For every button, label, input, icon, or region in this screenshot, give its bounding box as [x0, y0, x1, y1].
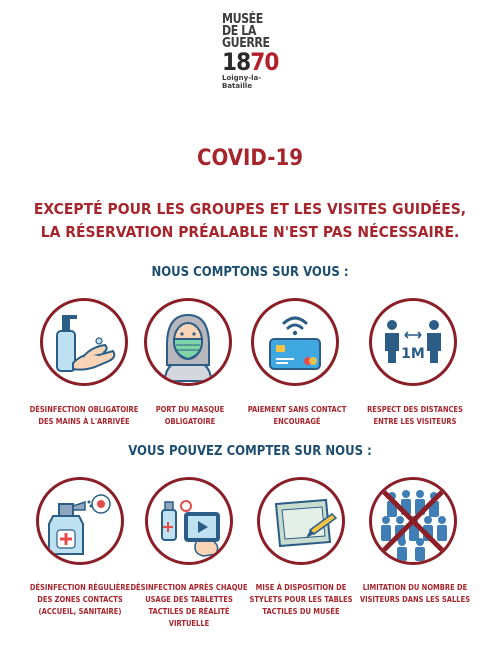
contactless-card-icon: [254, 301, 336, 383]
circle-distance: [369, 298, 457, 386]
caption-line: STYLETS POUR LES TABLES: [249, 595, 353, 604]
intro-line-2: LA RÉSERVATION PRÉALABLE N'EST PAS NÉCESSAIRE.: [40, 223, 460, 241]
caption-disinfectant-spray: [20, 582, 140, 618]
caption-face-mask: [130, 404, 250, 428]
caption-line: RESPECT DES DISTANCES: [367, 405, 463, 414]
face-mask-icon: [147, 301, 229, 383]
social-distance-icon: [372, 301, 454, 383]
crowd-limit-icon: [372, 480, 454, 562]
caption-line: TACTILES DU MUSÉE: [262, 607, 340, 616]
caption-stylus: [241, 582, 361, 618]
caption-contactless: [237, 404, 357, 428]
museum-logo: [222, 14, 282, 90]
caption-line: TACTILES DE RÉALITÉ VIRTUELLE: [148, 607, 230, 628]
disinfectant-spray-icon: [39, 480, 121, 562]
circle-hand-sanitizer: [40, 298, 128, 386]
caption-line: DES ZONES CONTACTS: [37, 595, 123, 604]
tablet-disinfection-icon: [148, 480, 230, 562]
circle-stylus: [257, 477, 345, 565]
logo-place: Loigny-la-Bataille: [222, 74, 262, 90]
caption-line: MISE À DISPOSITION DE: [255, 583, 347, 592]
logo-year: [222, 48, 279, 76]
caption-line: (ACCUEIL, SANITAIRE): [38, 607, 122, 616]
caption-line: OBLIGATOIRE: [164, 417, 216, 426]
stylus-tablet-icon: [260, 480, 342, 562]
section-1-heading: NOUS COMPTONS SUR VOUS :: [151, 265, 349, 280]
caption-line: PAIEMENT SANS CONTACT: [247, 405, 347, 414]
caption-tablet-disinfection: [129, 582, 249, 630]
caption-line: DES MAINS À L'ARRIVÉE: [38, 417, 130, 426]
logo-line-3: GUERRE: [222, 36, 270, 51]
caption-line: ENTRE LES VISITEURS: [373, 417, 457, 426]
caption-line: DÉSINFECTION OBLIGATOIRE: [29, 405, 139, 414]
circle-face-mask: [144, 298, 232, 386]
caption-line: DÉSINFECTION RÉGULIÈRE: [29, 583, 131, 592]
circle-contactless: [251, 298, 339, 386]
logo-year-a: 18: [222, 48, 251, 76]
distance-label: 1M: [401, 346, 425, 362]
caption-crowd-limit: [355, 582, 475, 606]
section-2-heading: VOUS POUVEZ COMPTER SUR NOUS :: [128, 444, 372, 459]
caption-line: VISITEURS DANS LES SALLES: [359, 595, 471, 604]
caption-distance: [355, 404, 475, 428]
circle-tablet-disinfection: [145, 477, 233, 565]
logo-line-1: MUSÉE: [222, 12, 263, 27]
circle-disinfectant-spray: [36, 477, 124, 565]
circle-crowd-limit: [369, 477, 457, 565]
caption-line: USAGE DES TABLETTES: [145, 595, 233, 604]
logo-year-b: 70: [250, 48, 279, 76]
intro-text: [0, 198, 500, 244]
caption-line: PORT DU MASQUE: [155, 405, 225, 414]
hand-sanitizer-icon: [43, 301, 125, 383]
page-title: COVID-19: [196, 146, 304, 171]
caption-line: LIMITATION DU NOMBRE DE: [362, 583, 468, 592]
intro-line-1: EXCEPTÉ POUR LES GROUPES ET LES VISITES GUIDÉES,: [33, 200, 467, 218]
caption-hand-sanitizer: [24, 404, 144, 428]
logo-line-2: DE LA: [222, 24, 257, 39]
caption-line: DÉSINFECTION APRÈS CHAQUE: [130, 583, 248, 592]
caption-line: ENCOURAGÉ: [273, 417, 321, 426]
